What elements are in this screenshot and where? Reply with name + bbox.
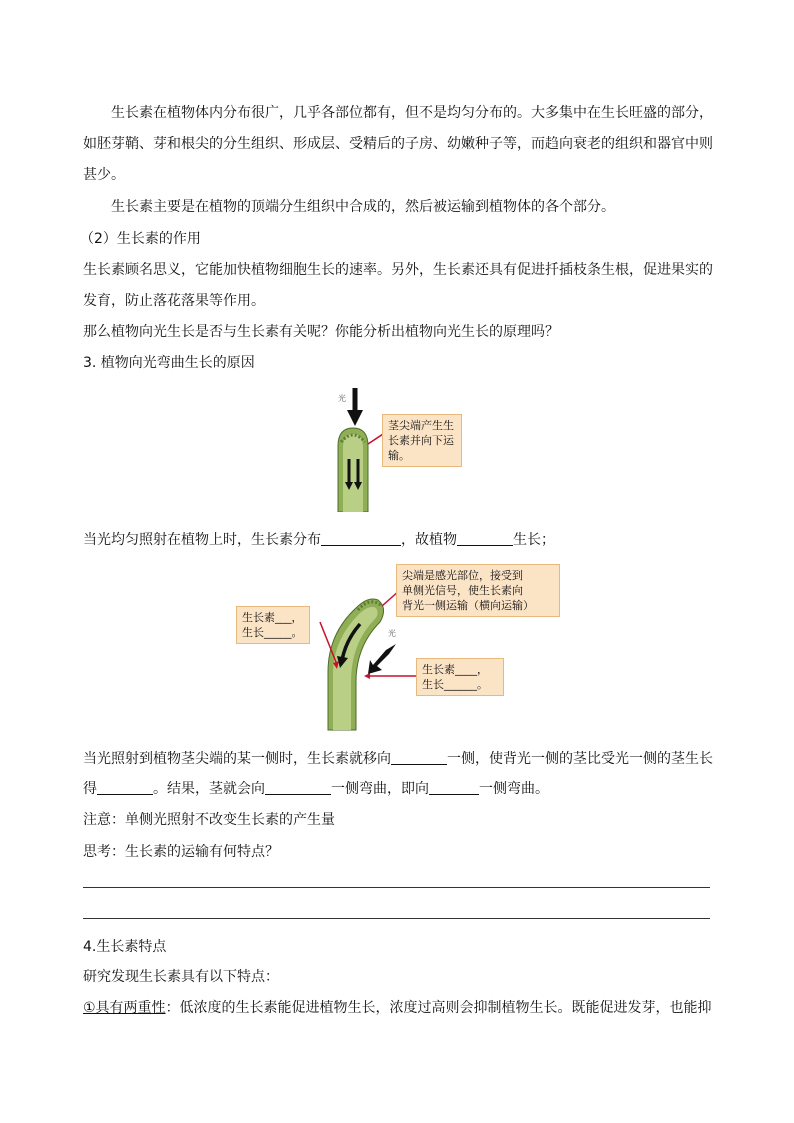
stem-inner	[343, 434, 363, 512]
answer-line-1[interactable]	[83, 887, 710, 888]
paragraph-function-line1: 生长素顾名思义，它能加快植物细胞生长的速率。另外，生长素还具有促进扦插枝条生根，促进果实的	[83, 262, 713, 278]
blank-distribution[interactable]	[321, 531, 401, 546]
question-phototropism: 那么植物向光生长是否与生长素有关呢？你能分析出植物向光生长的原理吗？	[83, 324, 559, 340]
figure-uniform-light	[330, 384, 470, 512]
paragraph-distribution-line2: 如胚芽鞘、芽和根尖的分生组织、形成层、受精后的子房、幼嫩种子等，而趋向衰老的组织和器官中则	[83, 136, 713, 152]
fill-uniform-light: 当光均匀照射在植物上时，生长素分布 ，故植物 生长；	[83, 532, 555, 548]
callout-label-tip-sensing: 尖端是感光部位，接受到 单侧光信号，使生长素向 背光一侧运输（横向运输）	[396, 564, 560, 617]
blank-auxin-side[interactable]	[391, 750, 447, 765]
dual-effect-term: ①具有两重性	[83, 1000, 166, 1016]
blank-growth-direction[interactable]	[457, 531, 513, 546]
section-heading-4: 4.生长素特点	[83, 939, 167, 955]
section-heading-2: （2）生长素的作用	[80, 231, 201, 247]
callout-text-line1: 茎尖端产生生	[388, 419, 454, 432]
paragraph-dual-effect: ①具有两重性：低浓度的生长素能促进植物生长，浓度过高则会抑制植物生长。既能促进发芽，也能抑	[83, 1000, 712, 1016]
callout-text-line2: 长素并向下运	[388, 434, 454, 447]
callout-label-tip	[382, 414, 462, 467]
blank-bend-direction[interactable]	[429, 780, 479, 795]
note-text: 注意：单侧光照射不改变生长素的产生量	[83, 812, 335, 828]
fill-unilateral-light-line1: 当光照射到植物茎尖端的某一侧时，生长素就移向 一侧，使背光一侧的茎比受光一侧的茎生长	[83, 751, 713, 767]
answer-line-2[interactable]	[83, 918, 710, 919]
paragraph-features-intro: 研究发现生长素具有以下特点：	[83, 969, 279, 985]
figure-unilateral-light	[236, 562, 566, 732]
paragraph-distribution-line1: 生长素在植物体内分布很广，几乎各部位都有，但不是均匀分布的。大多集中在生长旺盛的部分，	[111, 105, 713, 121]
fill-unilateral-light-line2: 得 。结果，茎就会向 一侧弯曲，即向 一侧弯曲。	[83, 781, 549, 797]
paragraph-function-line2: 发育，防止落花落果等作用。	[83, 293, 265, 309]
think-question: 思考：生长素的运输有何特点？	[83, 844, 279, 860]
callout-text-line3: 输。	[388, 449, 410, 462]
pointer-right-head	[364, 673, 370, 679]
callout-label-lit-side: 生长素____， 生长______。	[416, 658, 504, 696]
section-heading-3: 3. 植物向光弯曲生长的原因	[83, 355, 255, 371]
blank-growth-rate[interactable]	[97, 780, 153, 795]
paragraph-distribution-line3: 甚少。	[83, 167, 125, 183]
paragraph-synthesis: 生长素主要是在植物的顶端分生组织中合成的，然后被运输到植物体的各个部分。	[111, 199, 615, 215]
light-arrowhead	[347, 410, 363, 426]
callout-label-shaded-side: 生长素___， 生长_____。	[236, 606, 310, 644]
light-arrow-side	[368, 644, 396, 674]
light-label-2: 光	[388, 629, 396, 638]
blank-bend-side[interactable]	[265, 780, 331, 795]
light-label: 光	[338, 394, 346, 403]
